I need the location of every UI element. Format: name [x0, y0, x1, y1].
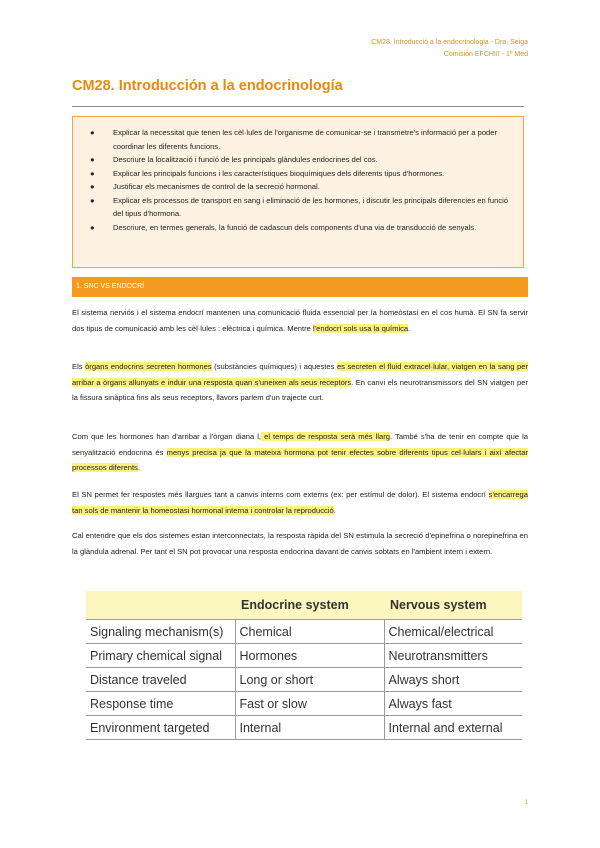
highlight: menys precisa ja que la mateixa hormona pot tenir efectes sobre diferents tipus cel·lulars i així afectar processos diferents [72, 447, 528, 472]
table-cell: Always short [384, 668, 522, 692]
objective-item: ● Explicar els processos de transport en sang i eliminació de les hormones, i discutir les principals diferencies en funció del tipus d'hormona. [90, 195, 509, 218]
table-cell: Always fast [384, 692, 522, 716]
paragraph-1: El sistema nerviós i el sistema endocrí mantenen una comunicació fluida essencial per la homeòstasi en el cos humà. El SN fa servir dos tipus de comunicació amb les cèl·lules : elèctrica i química. Mentre l'endocrí sols usa la química. [72, 308, 528, 333]
bullet-icon: ● [90, 182, 95, 191]
highlight: el temps de resposta serà més llarg [261, 432, 391, 441]
paragraph-5: Cal entendre que els dos sistemes estan interconnectats, la resposta ràpida del SN estimula la secreció d'epinefrina o norepinefrina en la glàndula adrenal. Per tant el SN pot provocar una resposta endocrina davant de canvis sobtats en l'ambient intern i extern. [72, 531, 528, 556]
table-cell: Environment targeted [86, 716, 235, 740]
paragraph-2: Els òrgans endocrins secreten hormones (substàncies químiques) i aquestes es secreten el fluid extracel·lular, viatgen en la sang per arribar a òrgans allunyats e induir una resposta quan s'uneixen als seus receptors. En canvi els neurotransmissors del SN viatgen per la fissura sinàptica fins als seus receptors, llavors parlem d'un trajecte curt. [72, 362, 528, 402]
objective-item: ● Descriure, en termes generals, la funció de cadascun dels components d'una via de transducció de senyals. [73, 221, 509, 235]
table-cell: Neurotransmitters [384, 644, 522, 668]
table-cell: Internal [235, 716, 384, 740]
title-divider [72, 106, 524, 107]
table-row [86, 692, 522, 716]
objective-item: ● Explicar la necessitat que tenen les cèl·lules de l'organisme de comunicar-se i transmetre's informació per a poder coordinar les diferents funcions. [90, 128, 498, 151]
highlight: òrgans endocrins secreten hormones [85, 362, 212, 371]
table-row [86, 716, 522, 740]
bullet-icon: ● [90, 128, 95, 137]
highlight: s'encarrega tan sols de mantenir la homeostasi hormonal interna i controlar la reproducció [72, 490, 528, 515]
objective-item: ● Explicar les principals funcions i les característiques bioquímiques dels diferents tipus d'hormones. [73, 167, 509, 181]
running-header [371, 37, 528, 61]
highlight: es secreten el fluid extracel·lular, viatgen en la sang per arribar a òrgans allunyats e induir una resposta quan s'uneixen als seus receptors [72, 362, 528, 387]
table-row [86, 620, 522, 644]
table-cell: Internal and external [384, 716, 522, 740]
table-row [86, 644, 522, 668]
objectives-list [73, 117, 523, 234]
table-header-row [86, 591, 522, 620]
table-cell: Signaling mechanism(s) [86, 620, 235, 644]
table-cell: Distance traveled [86, 668, 235, 692]
bullet-icon: ● [90, 155, 95, 164]
objective-item: ● Descriure la localització i funció de les principals glàndules endocrines del cos. [73, 153, 509, 167]
table-header-cell: Endocrine system [235, 591, 384, 620]
highlight: l'endocrí sols usa la química [313, 323, 409, 333]
table-cell: Chemical [235, 620, 384, 644]
table-cell: Long or short [235, 668, 384, 692]
bullet-icon: ● [90, 222, 95, 232]
header-line-1: CM28. Introducció a la endocrinologia - Dra. Seiga [371, 39, 528, 46]
document-title: CM28. Introducción a la endocrinología [72, 78, 343, 94]
paragraph-3: Com que les hormones han d'arribar a l'òrgan diana l, el temps de resposta serà més llarg. També s'ha de tenir en compte que la senyalització endocrina és menys precisa ja que la mateixa hormona pot tenir efectes sobre diferents tipus cel·lulars i així afectar processos diferents. [72, 432, 528, 472]
section-heading: 1. SNC VS ENDOCRÍ [72, 277, 528, 297]
objective-item: ● Justificar els mecanismes de control de la secreció hormonal. [73, 180, 509, 194]
table-row [86, 668, 522, 692]
table-header-cell [86, 591, 235, 620]
table-cell: Fast or slow [235, 692, 384, 716]
page-number: 1 [524, 800, 528, 806]
comparison-table [86, 591, 522, 740]
table-cell: Chemical/electrical [384, 620, 522, 644]
objectives-box [72, 116, 524, 268]
table-cell: Response time [86, 692, 235, 716]
paragraph-4: El SN permet fer respostes més llargues tant a canvis interns com externs (ex: per estímul de dolor). El sistema endocrí s'encarrega tan sols de mantenir la homeostasi hormonal interna i controlar la reproducció. [72, 490, 528, 515]
table-cell: Primary chemical signal [86, 644, 235, 668]
header-line-2: Comisión EFCHIII - 1º Med [443, 51, 528, 58]
table-cell: Hormones [235, 644, 384, 668]
bullet-icon: ● [90, 168, 95, 178]
table-header-cell: Nervous system [384, 591, 522, 620]
bullet-icon: ● [90, 195, 95, 205]
